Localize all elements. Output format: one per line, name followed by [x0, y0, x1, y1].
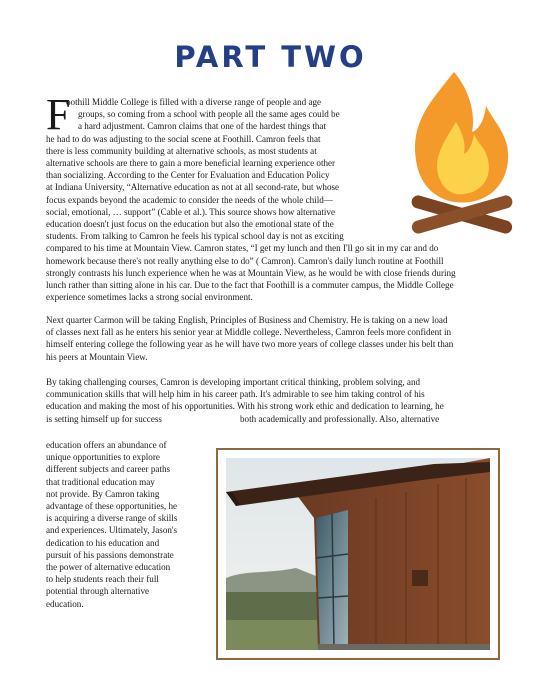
text-line: unique opportunities to explore: [46, 452, 160, 463]
page-title: PART TWO: [174, 40, 367, 74]
text-line: he had to do was adjusting to the social scene at Foothill. Camron feels that: [46, 133, 321, 144]
text-line: dedication to his education and: [46, 537, 160, 548]
text-line: advantage of these opportunities, he: [46, 501, 178, 512]
text-line: a hard adjustment. Camron claims that one of the hardest things that: [78, 121, 326, 132]
text-line: pursuit of his passions demonstrate: [46, 549, 174, 560]
paragraph-3-narrow-column: [46, 439, 177, 610]
text-line: experience sometimes lacks a strong social environment.: [46, 292, 253, 303]
text-line: alternative schools are there to gain a more beneficial learning experience other: [46, 158, 336, 169]
campfire-icon: [402, 70, 520, 238]
text-line: compared to his time at Mountain View. Camron states, “I get my lunch and then I'll go sit in my car and do: [46, 243, 439, 254]
text-line: education and making the most of his opportunities. With his strong work ethic and dedication to learning, he: [46, 401, 444, 412]
text-line: that traditional education may: [46, 476, 155, 487]
text-line: potential through alternative: [46, 586, 150, 597]
ground: [318, 644, 490, 650]
text-line: strongly contrasts his lunch experience when he was at Mountain View, as he would be with close friends during: [46, 267, 456, 278]
text-line: focus expands beyond the academic to consider the needs of the whole child—: [46, 194, 333, 205]
text-line: and experiences. Ultimately, Jason's: [46, 525, 178, 536]
text-line: communication skills that will help him in his career path. It's admirable to see him taking control of his: [46, 389, 425, 400]
text-line: education.: [46, 598, 84, 609]
text-line: oothill Middle College is filled with a diverse range of people and age: [66, 97, 322, 107]
text-line: By taking challenging courses, Camron is developing important critical thinking, problem solving, and: [46, 377, 421, 387]
text-line: homework because there's not really anything else to do” ( Camron). Camron's daily lunch routine at Foothill: [46, 255, 444, 266]
text-line: there is less community building at alternative schools, as most students at: [46, 145, 317, 156]
split-left: is setting himself up for success: [46, 413, 162, 424]
split-right: both academically and professionally. Also, alternative: [240, 413, 440, 424]
text-line: at Indiana University, “Alternative education as not at all second-rate, but whose: [46, 182, 340, 193]
text-line-split: [46, 413, 444, 425]
paragraph-2: [46, 314, 453, 363]
text-line: education doesn't just focus on the education but also the emotional state of the: [46, 219, 334, 230]
text-line: different subjects and career paths: [46, 464, 171, 475]
text-line: his peers at Mountain View.: [46, 351, 148, 362]
text-line: groups, so coming from a school with people all the same ages could be: [78, 109, 340, 120]
text-line: to help students reach their full: [46, 574, 159, 585]
text-line: social, emotional, … support” (Cable et al.). This source shows how alternative: [46, 206, 335, 217]
building-photo: [226, 458, 490, 650]
trees: [226, 592, 318, 622]
text-line: is acquiring a diverse range of skills: [46, 513, 178, 524]
text-line: of classes next fall as he enters his senior year at Middle college. Nevertheless, Camron feels more confident in: [46, 327, 452, 338]
wall-sign: [412, 570, 428, 586]
text-line: himself entering college the following year as he will have two more years of college classes under his belt than: [46, 339, 454, 350]
text-line: Next quarter Carmon will be taking English, Principles of Business and Chemistry. He is taking on a new load: [46, 315, 448, 325]
drop-cap: F: [46, 90, 71, 139]
text-line: than socializing. According to the Center for Evaluation and Education Policy: [46, 170, 330, 181]
text-line: lunch rather than sitting alone in his car. Due to the fact that Foothill is a commuter campus, the Middle College: [46, 280, 454, 291]
text-line: not provide. By Camron taking: [46, 488, 160, 499]
paragraph-3: [46, 376, 444, 425]
paragraph-1: [46, 96, 456, 303]
text-line: students. From talking to Camron he feels his typical school day is not as exciting: [46, 231, 344, 242]
text-line: the power of alternative education: [46, 562, 171, 573]
photo-frame: [216, 448, 500, 660]
text-line: education offers an abundance of: [46, 440, 167, 450]
shrubs: [226, 620, 321, 650]
